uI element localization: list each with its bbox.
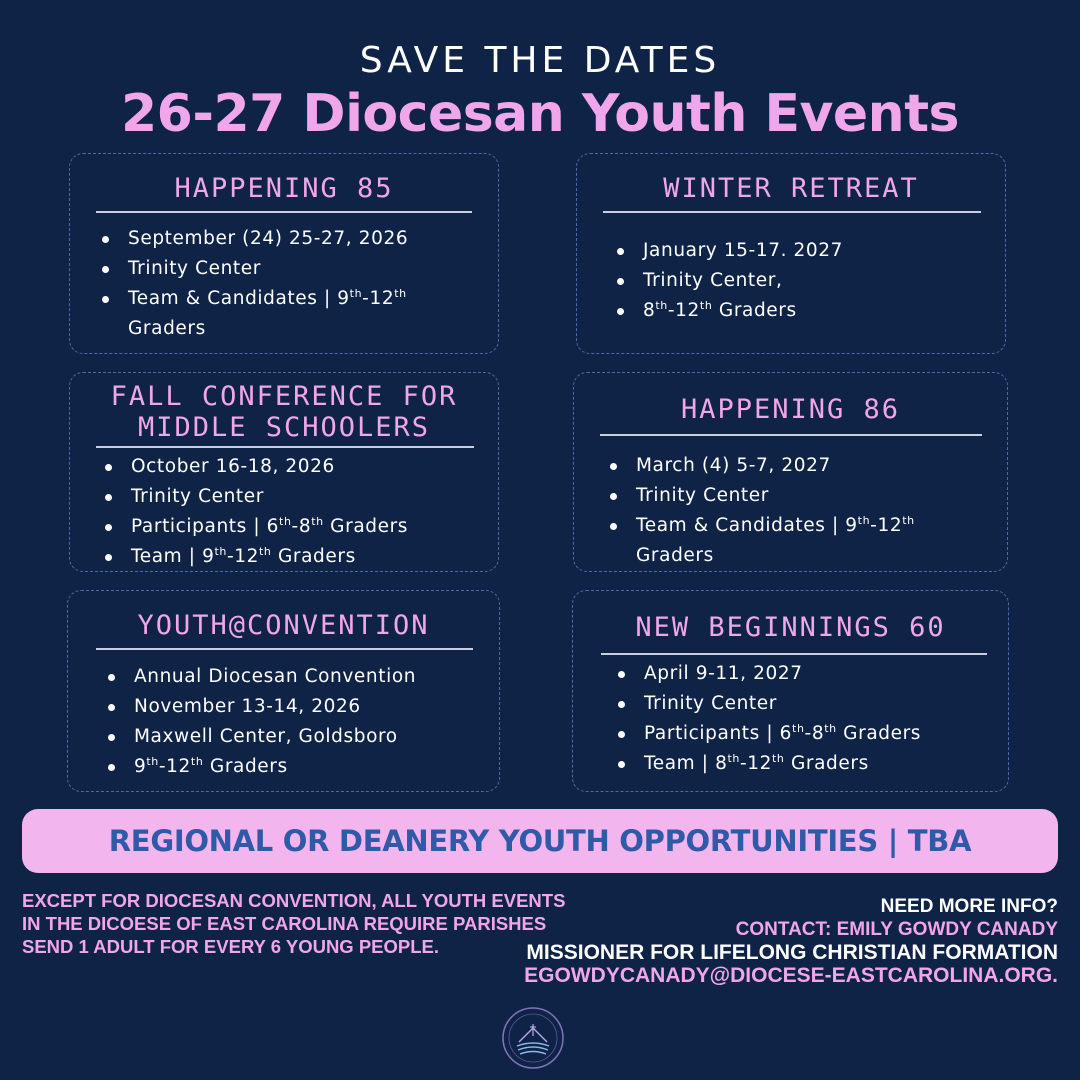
ordinal-suffix: th (727, 752, 740, 765)
event-detail-item (615, 236, 843, 266)
title-line: WINTER RETREAT (663, 173, 919, 204)
event-detail-item (616, 749, 921, 779)
ordinal-suffix: th (190, 755, 204, 768)
detail-text: -8 (804, 723, 825, 744)
event-card-winter-retreat (576, 153, 1006, 354)
event-detail-item (106, 662, 416, 692)
ordinal-suffix: th (857, 514, 871, 527)
detail-text: Trinity Center (636, 485, 769, 506)
ordinal-suffix: th (214, 545, 227, 558)
detail-text: Team | 8 (644, 753, 728, 774)
contact-heading: NEED MORE INFO? (880, 896, 1058, 917)
detail-text: Trinity Center (128, 258, 261, 279)
detail-text: -12 (158, 756, 191, 777)
event-detail-item (103, 512, 408, 542)
detail-continuation: Graders (636, 545, 714, 566)
note-line: IN THE DICOESE OF EAST CAROLINA REQUIRE PARISHES (22, 913, 547, 934)
event-card-title (70, 381, 498, 443)
ordinal-suffix: th (146, 755, 159, 768)
event-card-fall-conference (69, 372, 499, 572)
detail-text: Participants | 6 (644, 723, 793, 744)
detail-text: Graders (836, 723, 922, 744)
detail-text: Graders (784, 753, 869, 774)
event-details (616, 659, 921, 779)
title-line: HAPPENING 86 (680, 394, 901, 425)
ordinal-suffix: th (349, 287, 363, 300)
detail-text: Team & Candidates | 9 (128, 288, 350, 309)
divider (603, 211, 981, 213)
detail-text: October 16-18, 2026 (131, 456, 335, 477)
event-detail-item (103, 542, 408, 572)
detail-text: Team & Candidates | 9 (636, 515, 858, 536)
event-detail-item (100, 284, 408, 344)
detail-text: Graders (203, 756, 288, 777)
detail-text: Graders (271, 546, 356, 567)
event-details (106, 662, 416, 782)
event-detail-item (100, 254, 408, 284)
event-details (100, 224, 408, 344)
regional-opportunities-banner (24, 811, 1056, 871)
title-line: HAPPENING 85 (174, 173, 394, 204)
contact-email-link[interactable]: EGOWDYCANADY@DIOCESE-EASTCAROLINA.ORG. (524, 964, 1058, 987)
note-line: SEND 1 ADULT FOR EVERY 6 YOUNG PEOPLE. (22, 936, 440, 957)
ordinal-suffix: th (792, 722, 805, 735)
ordinal-suffix: th (259, 545, 272, 558)
event-card-title (577, 173, 1005, 204)
event-detail-item (106, 752, 416, 782)
detail-text: Trinity Center (644, 693, 777, 714)
detail-text: April 9-11, 2027 (644, 663, 803, 684)
detail-text: Participants | 6 (131, 516, 280, 537)
ordinal-suffix: th (699, 299, 713, 312)
title-line: YOUTH@CONVENTION (137, 610, 430, 641)
detail-text: November 13-14, 2026 (134, 696, 361, 717)
detail-text: Graders (712, 300, 797, 321)
detail-text: Team | 9 (131, 546, 215, 567)
detail-text: Trinity Center, (643, 270, 783, 291)
title-line: NEW BEGINNINGS 60 (635, 612, 946, 643)
ordinal-suffix: th (902, 514, 915, 527)
contact-info (498, 895, 1058, 987)
ordinal-suffix: th (394, 287, 407, 300)
ordinal-suffix: th (655, 299, 668, 312)
banner-text: REGIONAL OR DEANERY YOUTH OPPORTUNITIES | TBA (108, 824, 972, 858)
event-detail-item (616, 719, 921, 749)
event-detail-item (615, 296, 843, 326)
event-detail-item (103, 452, 408, 482)
event-details (615, 236, 843, 326)
event-card-new-beginnings-60 (572, 590, 1009, 792)
detail-continuation: Graders (128, 318, 206, 339)
detail-text: Annual Diocesan Convention (134, 666, 417, 687)
title-line: MIDDLE SCHOOLERS (137, 412, 431, 443)
detail-text: -12 (870, 515, 903, 536)
diocese-logo-icon (501, 1006, 565, 1070)
kicker-save-the-dates: SAVE THE DATES (359, 40, 721, 81)
headline: 26-27 Diocesan Youth Events (121, 84, 959, 144)
event-card-title (68, 610, 499, 641)
event-detail-item (106, 722, 416, 752)
detail-text: March (4) 5-7, 2027 (636, 455, 831, 476)
event-detail-item (608, 481, 915, 511)
ordinal-suffix: th (311, 515, 324, 528)
event-detail-item (616, 659, 921, 689)
ordinal-suffix: th (279, 515, 292, 528)
detail-text: -12 (226, 546, 259, 567)
divider (96, 446, 474, 448)
detail-text: -12 (739, 753, 772, 774)
ordinal-suffix: th (824, 722, 837, 735)
event-details (103, 452, 408, 572)
detail-text: -8 (291, 516, 312, 537)
event-card-happening-86 (573, 372, 1008, 572)
title-line: FALL CONFERENCE FOR (110, 381, 458, 412)
event-detail-item (100, 224, 408, 254)
detail-text: Graders (323, 516, 409, 537)
event-card-youth-convention (67, 590, 500, 792)
note-line: EXCEPT FOR DIOCESAN CONVENTION, ALL YOUTH EVENTS (22, 890, 566, 911)
divider (96, 211, 472, 213)
event-detail-item (103, 482, 408, 512)
event-card-title (573, 612, 1008, 643)
event-detail-item (616, 689, 921, 719)
detail-text: -12 (667, 300, 700, 321)
detail-text: September (24) 25-27, 2026 (128, 228, 409, 249)
ordinal-suffix: th (772, 752, 785, 765)
divider (600, 434, 982, 436)
detail-text: 8 (643, 300, 656, 321)
detail-text: Maxwell Center, Goldsboro (134, 726, 398, 747)
event-detail-item (608, 451, 915, 481)
event-card-title (574, 394, 1007, 425)
detail-text: -12 (362, 288, 395, 309)
contact-role: MISSIONER FOR LIFELONG CHRISTIAN FORMATION (526, 941, 1058, 964)
event-detail-item (106, 692, 416, 722)
detail-text: January 15-17. 2027 (643, 240, 844, 261)
event-detail-item (615, 266, 843, 296)
contact-name: CONTACT: EMILY GOWDY CANADY (735, 919, 1058, 940)
event-card-happening-85 (69, 153, 499, 354)
event-card-title (70, 173, 498, 204)
divider (601, 653, 987, 655)
event-details (608, 451, 915, 571)
detail-text: 9 (134, 756, 147, 777)
event-detail-item (608, 511, 915, 571)
detail-text: Trinity Center (131, 486, 264, 507)
divider (96, 648, 473, 650)
